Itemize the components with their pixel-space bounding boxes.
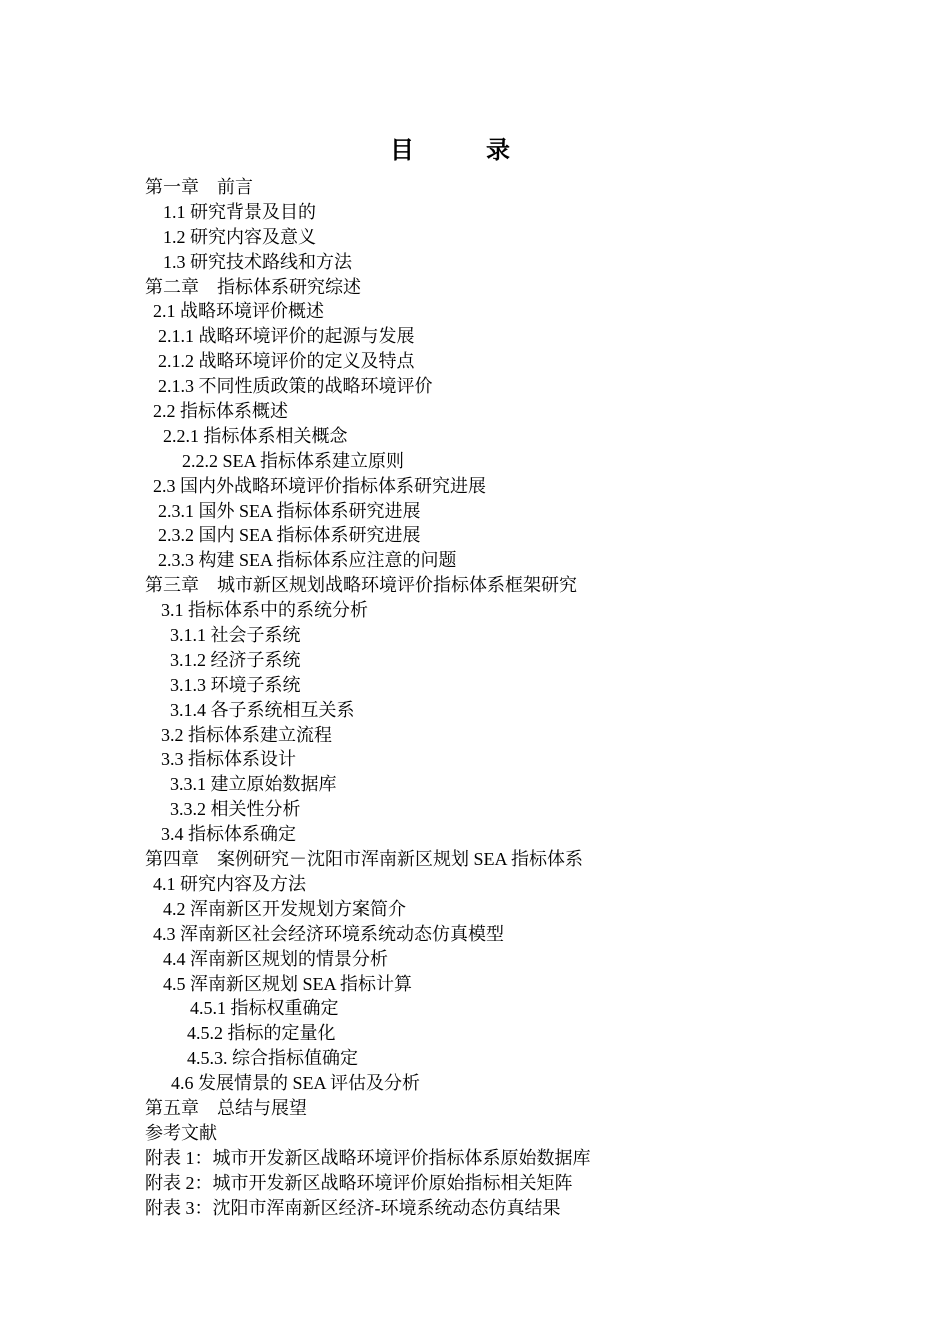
toc-chapter: 第四章 案例研究－沈阳市浑南新区规划 SEA 指标体系	[145, 849, 584, 870]
toc-appendix: 附表 2：城市开发新区战略环境评价原始指标相关矩阵	[145, 1172, 573, 1193]
toc-subsection: 2.1.3 不同性质政策的战略环境评价	[158, 376, 433, 397]
toc-section: 2.2 指标体系概述	[153, 401, 288, 422]
toc-subsection: 3.1.1 社会子系统	[170, 625, 301, 646]
toc-chapter: 第五章 总结与展望	[145, 1097, 307, 1118]
toc-subsection: 2.3.1 国外 SEA 指标体系研究进展	[158, 500, 421, 521]
toc-section: 2.1 战略环境评价概述	[153, 301, 324, 322]
toc-subsection: 3.1.4 各子系统相互关系	[170, 699, 355, 720]
toc-references: 参考文献	[145, 1122, 217, 1143]
toc-section: 4.1 研究内容及方法	[153, 873, 306, 894]
toc-chapter: 第一章 前言	[145, 177, 253, 197]
page-title: 目录	[390, 138, 582, 164]
toc-subsection: 3.1.2 经济子系统	[170, 649, 301, 670]
toc-section: 4.2 浑南新区开发规划方案简介	[163, 898, 406, 919]
toc-subsection: 2.1.1 战略环境评价的起源与发展	[158, 326, 415, 347]
toc-subsection: 2.3.3 构建 SEA 指标体系应注意的问题	[158, 550, 457, 571]
toc-section: 4.4 浑南新区规划的情景分析	[163, 948, 388, 969]
toc-subsection: 3.1.3 环境子系统	[170, 674, 301, 695]
toc-section: 1.3 研究技术路线和方法	[163, 251, 352, 272]
toc-section: 1.2 研究内容及意义	[163, 226, 316, 247]
toc-section: 3.1 指标体系中的系统分析	[161, 600, 368, 621]
toc-section: 1.1 研究背景及目的	[163, 201, 316, 222]
toc-section: 3.4 指标体系确定	[161, 824, 296, 845]
toc-subsection: 3.3.2 相关性分析	[170, 799, 301, 820]
toc-subsection: 2.2.1 指标体系相关概念	[163, 425, 348, 446]
table-of-contents	[145, 175, 591, 1220]
toc-chapter: 第三章 城市新区规划战略环境评价指标体系框架研究	[145, 575, 577, 596]
toc-appendix: 附表 1：城市开发新区战略环境评价指标体系原始数据库	[145, 1147, 591, 1168]
toc-section: 3.2 指标体系建立流程	[161, 724, 332, 745]
toc-subsection: 4.5.3. 综合指标值确定	[187, 1048, 358, 1069]
toc-subsection: 3.3.1 建立原始数据库	[170, 774, 337, 795]
toc-subsection: 2.3.2 国内 SEA 指标体系研究进展	[158, 525, 421, 546]
toc-section: 3.3 指标体系设计	[161, 749, 296, 770]
toc-appendix: 附表 3：沈阳市浑南新区经济-环境系统动态仿真结果	[145, 1197, 561, 1218]
toc-subsection: 4.5.1 指标权重确定	[190, 998, 339, 1019]
toc-section: 2.3 国内外战略环境评价指标体系研究进展	[153, 475, 486, 496]
toc-section: 4.3 浑南新区社会经济环境系统动态仿真模型	[153, 923, 504, 944]
toc-section: 4.5 浑南新区规划 SEA 指标计算	[163, 973, 413, 994]
toc-subsection: 2.1.2 战略环境评价的定义及特点	[158, 351, 415, 372]
toc-subsection: 4.5.2 指标的定量化	[187, 1023, 336, 1044]
toc-section: 4.6 发展情景的 SEA 评估及分析	[171, 1073, 421, 1094]
toc-subsection: 2.2.2 SEA 指标体系建立原则	[182, 450, 405, 471]
toc-chapter: 第二章 指标体系研究综述	[145, 276, 361, 297]
